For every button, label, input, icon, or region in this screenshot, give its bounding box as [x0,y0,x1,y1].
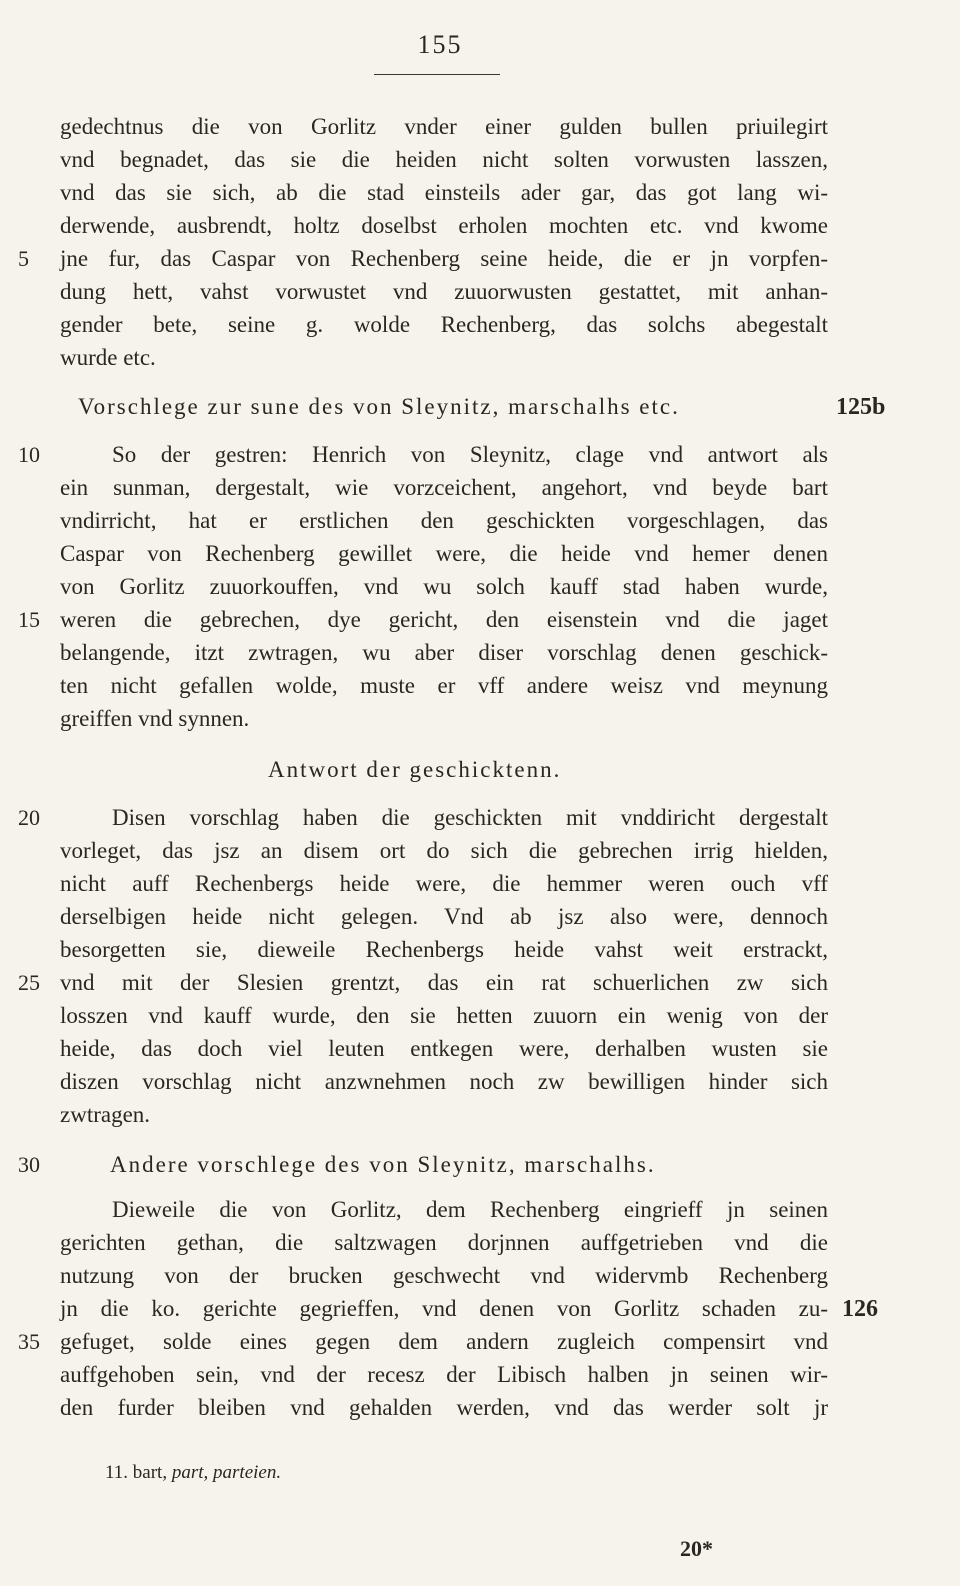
text-line: dung hett, vahst vorwustet vnd zuuorwusten gestattet, mit anhan- [60,279,828,304]
header-rule [374,74,500,75]
text-line: Caspar von Rechenberg gewillet were, die heide vnd hemer denen [60,541,828,566]
text-line: jne fur, das Caspar von Rechenberg seine heide, die er jn vorpfen- [60,246,828,271]
footnote-variant: part, parteien. [171,1462,282,1483]
text-line: vnd begnadet, das sie die heiden nicht solten vorwusten lasszen, [60,147,828,172]
footnote-lemma: bart, [132,1462,168,1483]
line-number: 35 [18,1329,40,1354]
text-line: nicht auff Rechenbergs heide were, die hemmer weren ouch vff [60,871,828,896]
text-line: von Gorlitz zuuorkouffen, vnd wu solch kauff stad haben wurde, [60,574,828,599]
line-number: 15 [18,607,40,632]
text-line: den furder bleiben vnd gehalden werden, vnd das werder solt jr [60,1395,828,1420]
text-line: gerichten gethan, die saltzwagen dorjnnen auffgetrieben vnd die [60,1230,828,1255]
text-line: nutzung von der brucken geschwecht vnd widervmb Rechenberg [60,1263,828,1288]
text-line: gender bete, seine g. wolde Rechenberg, das solchs abegestalt [60,312,828,337]
text-line: gedechtnus die von Gorlitz vnder einer gulden bullen priuilegirt [60,114,828,139]
text-line: belangende, itzt zwtragen, wu aber diser vorschlag denen geschick- [60,640,828,665]
text-line: ein sunman, dergestalt, wie vorzceichent, angehort, vnd beyde bart [60,475,828,500]
text-line: derselbigen heide nicht gelegen. Vnd ab jsz also were, dennoch [60,904,828,929]
text-line: greiffen vnd synnen. [60,706,250,731]
text-line: wurde etc. [60,345,156,370]
page-number: 155 [417,30,463,59]
text-line: besorgetten sie, dieweile Rechenbergs heide vahst weit erstrackt, [60,937,828,962]
margin-reference: 125b [836,394,886,420]
text-line: jn die ko. gerichte gegrieffen, vnd denen von Gorlitz schaden zu- [60,1296,828,1321]
text-line: losszen vnd kauff wurde, den sie hetten zuuorn ein wenig von der [60,1003,828,1028]
footnote [105,1460,281,1486]
text-line: zwtragen. [60,1102,151,1127]
text-line: vndirricht, hat er erstlichen den geschickten vorgeschlagen, das [60,508,828,533]
line-number: 10 [18,442,40,467]
text-line: So der gestren: Henrich von Sleynitz, clage vnd antwort als [112,442,828,467]
text-line: heide, das doch viel leuten entkegen were, derhalben wusten sie [60,1036,828,1061]
section-heading: Andere vorschlege des von Sleynitz, marschalhs. [110,1152,656,1177]
text-line: weren die gebrechen, dye gericht, den eisenstein vnd die jaget [60,607,828,632]
text-line: diszen vorschlag nicht anzwnehmen noch zw bewilligen hinder sich [60,1069,828,1094]
text-line: ten nicht gefallen wolde, muste er vff andere weisz vnd meynung [60,673,828,698]
section-heading: Antwort der geschicktenn. [268,757,562,782]
line-number: 20 [18,805,40,830]
text-line: auffgehoben sein, vnd der recesz der Libisch halben jn seinen wir- [60,1362,828,1387]
margin-reference: 126 [842,1296,878,1322]
text-line: vorleget, das jsz an disem ort do sich die gebrechen irrig hielden, [60,838,828,863]
text-line: derwende, ausbrendt, holtz doselbst erholen mochten etc. vnd kwome [60,213,828,238]
line-number: 5 [18,246,29,271]
printer-signature: 20* [680,1536,713,1561]
text-line: vnd mit der Slesien grentzt, das ein rat schuerlichen zw sich [60,970,828,995]
line-number: 30 [18,1152,40,1177]
text-line: Disen vorschlag haben die geschickten mit vnddiricht dergestalt [112,805,828,830]
text-line: Dieweile die von Gorlitz, dem Rechenberg eingrieff jn seinen [112,1197,828,1222]
text-line: vnd das sie sich, ab die stad einsteils ader gar, das got lang wi- [60,180,828,205]
footnote-number: 11. [105,1462,129,1483]
text-line: gefuget, solde eines gegen dem andern zugleich compensirt vnd [60,1329,828,1354]
line-number: 25 [18,970,40,995]
section-heading: Vorschlege zur sune des von Sleynitz, marschalhs etc. [78,394,680,419]
